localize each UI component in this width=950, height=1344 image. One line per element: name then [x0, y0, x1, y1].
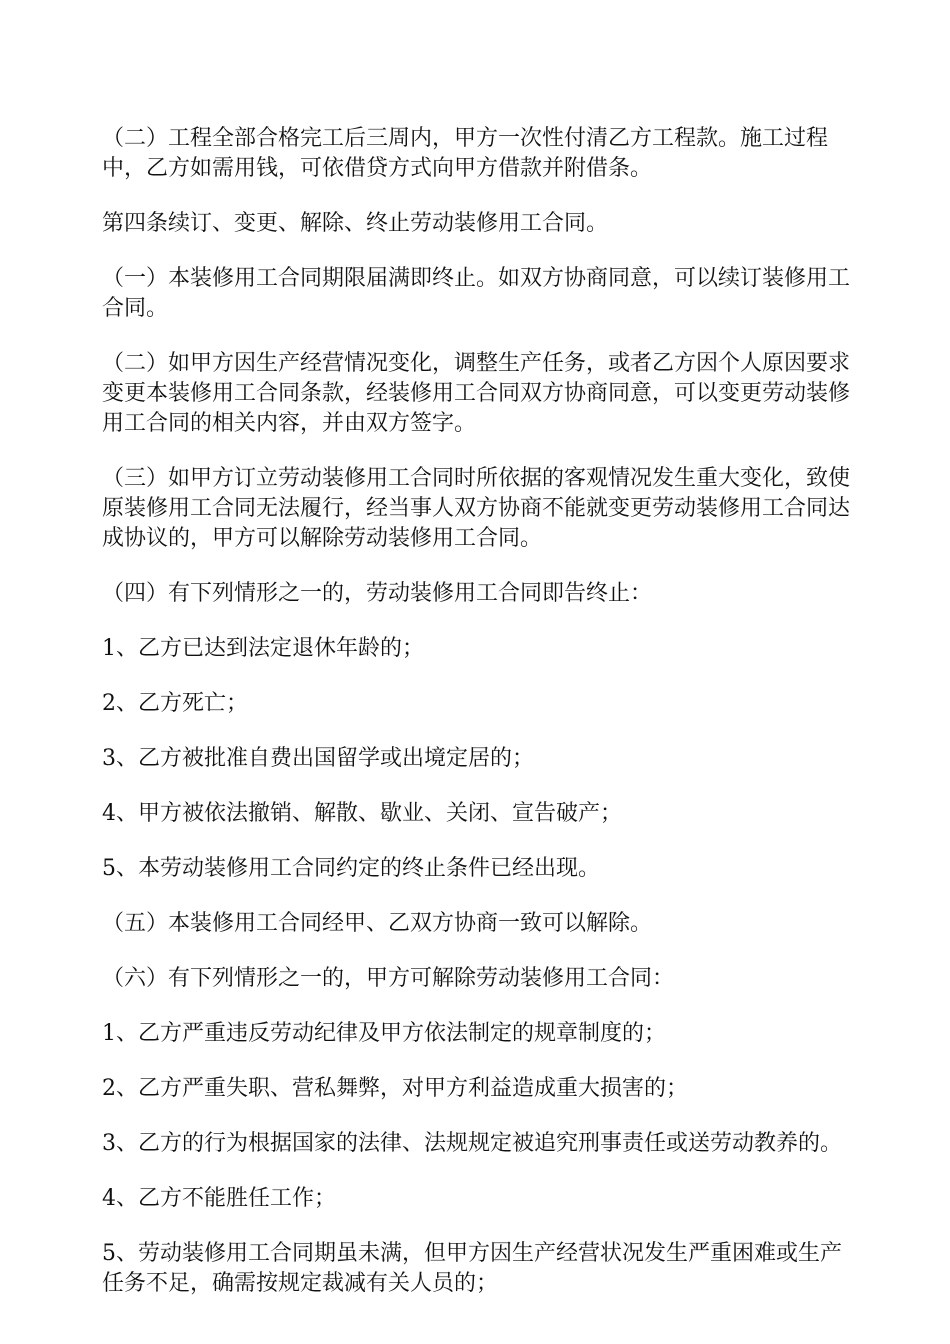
list-item: 4、甲方被依法撤销、解散、歇业、关闭、宣告破产； [102, 801, 622, 826]
paragraph-clause-6: （六）有下列情形之一的，甲方可解除劳动装修用工合同： [102, 966, 675, 991]
paragraph-payment-terms: （二）工程全部合格完工后三周内，甲方一次性付清乙方工程款。施工过程中，乙方如需用钱，可依借贷方式向甲方借款并附借条。 [102, 126, 829, 181]
paragraph-clause-5: （五）本装修用工合同经甲、乙双方协商一致可以解除。 [102, 911, 653, 936]
article-4-heading: 第四条续订、变更、解除、终止劳动装修用工合同。 [102, 211, 609, 236]
list-item: 1、乙方已达到法定退休年龄的； [102, 636, 424, 661]
paragraph-clause-1: （一）本装修用工合同期限届满即终止。如双方协商同意，可以续订装修用工合同。 [102, 266, 851, 321]
document-body [102, 124, 852, 1324]
list-item: 4、乙方不能胜任工作； [102, 1186, 336, 1211]
list-item: 5、本劳动装修用工合同约定的终止条件已经出现。 [102, 856, 600, 881]
list-item: 3、乙方被批准自费出国留学或出境定居的； [102, 746, 534, 771]
paragraph-clause-2: （二）如甲方因生产经营情况变化，调整生产任务，或者乙方因个人原因要求变更本装修用工合同条款，经装修用工合同双方协商同意，可以变更劳动装修用工合同的相关内容，并由双方签字。 [102, 351, 851, 436]
list-item: 5、劳动装修用工合同期虽未满，但甲方因生产经营状况发生严重困难或生产任务不足，确需按规定裁减有关人员的； [102, 1241, 842, 1296]
list-item: 2、乙方死亡； [102, 691, 248, 716]
paragraph-clause-3: （三）如甲方订立劳动装修用工合同时所依据的客观情况发生重大变化，致使原装修用工合同无法履行，经当事人双方协商不能就变更劳动装修用工合同达成协议的，甲方可以解除劳动装修用工合同。 [102, 466, 851, 551]
list-item: 3、乙方的行为根据国家的法律、法规规定被追究刑事责任或送劳动教养的。 [102, 1131, 842, 1156]
list-item: 1、乙方严重违反劳动纪律及甲方依法制定的规章制度的； [102, 1021, 666, 1046]
list-item: 2、乙方严重失职、营私舞弊，对甲方利益造成重大损害的； [102, 1076, 688, 1101]
paragraph-clause-4: （四）有下列情形之一的，劳动装修用工合同即告终止： [102, 581, 653, 606]
